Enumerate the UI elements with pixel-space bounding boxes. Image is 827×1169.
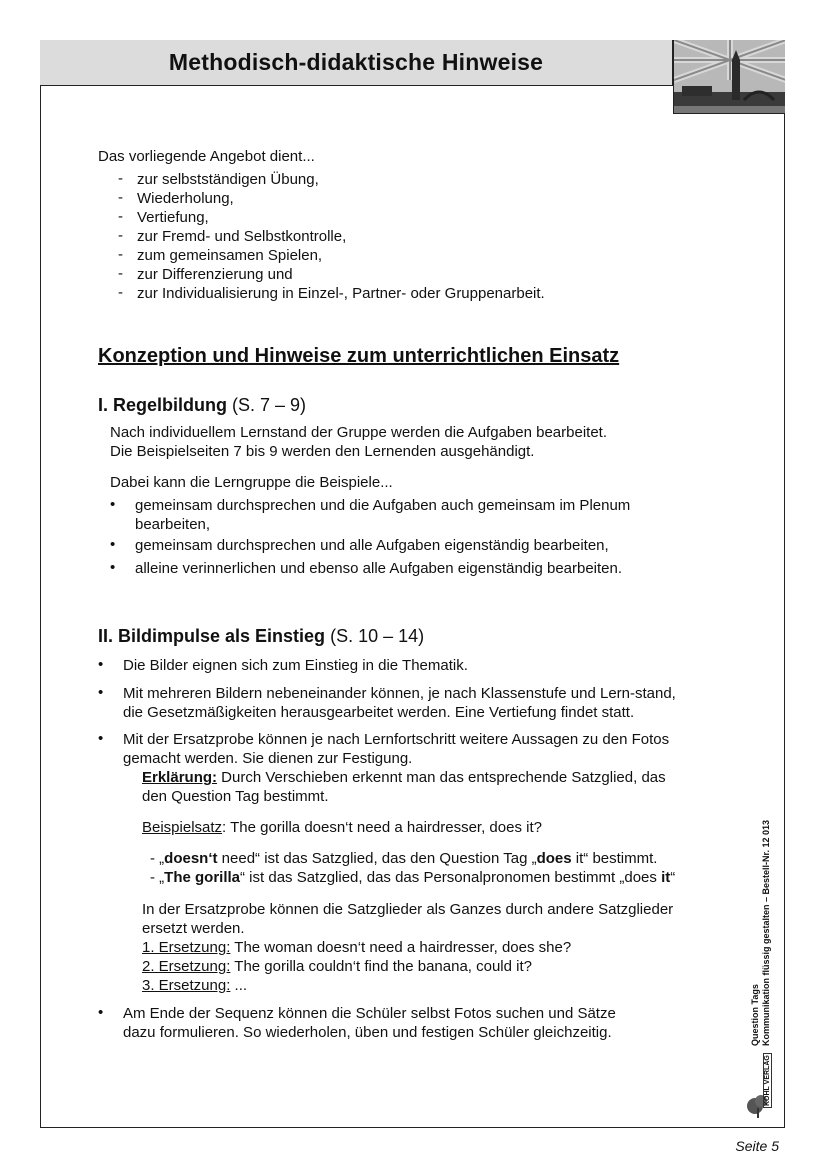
analysis-bold: does	[536, 850, 572, 867]
london-skyline-image	[674, 40, 785, 114]
example-text: : The gorilla doesn‘t need a hairdresser, does it?	[222, 819, 542, 836]
explanation-text: Durch Verschieben erkennt man das entsprechende Satzglied, das	[217, 769, 666, 786]
section1-heading	[98, 395, 306, 416]
analysis-text: “	[670, 869, 676, 886]
header-bar	[40, 40, 673, 86]
page-title: Methodisch-didaktische Hinweise	[168, 49, 544, 75]
bullet: •	[98, 730, 104, 747]
analysis-text: it“ bestimmt.	[571, 850, 658, 867]
list-dash: -	[118, 208, 123, 225]
explanation-label: Erklärung:	[142, 769, 218, 786]
sidebar-title: Question Tags	[750, 984, 760, 1046]
section1-text: Nach individuellem Lernstand der Gruppe werden die Aufgaben bearbeitet.	[110, 424, 607, 441]
section2-title: II. Bildimpulse als Einstieg	[98, 626, 326, 646]
substitution-label: 3. Ersetzung:	[142, 977, 231, 994]
logo-text: KOHL VERLAG	[764, 1055, 771, 1106]
substitution-intro: ersetzt werden.	[142, 920, 245, 937]
section1-text: Die Beispielseiten 7 bis 9 werden den Lernenden ausgehändigt.	[110, 443, 535, 460]
list-item: zum gemeinsamen Spielen,	[137, 247, 323, 264]
analysis-text: - „	[150, 850, 165, 867]
substitution-label: 1. Ersetzung:	[142, 939, 231, 956]
example-label: Beispielsatz	[142, 819, 223, 836]
list-item: zur selbstständigen Übung,	[137, 171, 319, 188]
tree-logo-icon	[745, 1068, 779, 1118]
substitution-text: The woman doesn‘t need a hairdresser, does she?	[230, 939, 572, 956]
list-item: zur Fremd- und Selbstkontrolle,	[137, 228, 347, 245]
explanation-text: den Question Tag bestimmt.	[142, 788, 329, 805]
bullet: •	[110, 536, 116, 553]
section2-bullet: Mit mehreren Bildern nebeneinander können, je nach Klassenstufe und Lern-stand,	[123, 685, 676, 702]
section1-pages: (S. 7 – 9)	[232, 395, 307, 415]
list-item: Vertiefung,	[137, 209, 209, 226]
section2-heading	[98, 626, 424, 647]
list-dash: -	[118, 227, 123, 244]
substitution-1	[142, 938, 571, 957]
section2-bullet: dazu formulieren. So wiederholen, üben und festigen Schüler gleichzeitig.	[123, 1024, 612, 1041]
sidebar-subtitle: Kommunikation flüssig gestalten – Bestell-Nr. 12 013	[761, 819, 771, 1046]
main-heading: Konzeption und Hinweise zum unterrichtlichen Einsatz	[98, 345, 620, 367]
publisher-logo	[745, 1055, 779, 1118]
substitution-text: The gorilla couldn‘t find the banana, could it?	[230, 958, 532, 975]
section2-bullet: Am Ende der Sequenz können die Schüler selbst Fotos suchen und Sätze	[123, 1005, 616, 1022]
section1-bullet: alleine verinnerlichen und ebenso alle Aufgaben eigenständig bearbeiten.	[135, 560, 623, 577]
section2-bullet: die Gesetzmäßigkeiten herausgearbeitet werden. Eine Vertiefung findet statt.	[123, 704, 635, 721]
page-number: Seite 5	[735, 1138, 779, 1154]
bullet: •	[98, 684, 104, 701]
analysis-bold: The gorilla	[164, 869, 241, 886]
section1-bullet: bearbeiten,	[135, 516, 211, 533]
intro-lead: Das vorliegende Angebot dient...	[98, 148, 315, 165]
list-dash: -	[118, 284, 123, 301]
analysis-text: “ ist das Satzglied, das das Personalpronomen bestimmt „does	[240, 869, 662, 886]
bullet: •	[110, 496, 116, 513]
section2-pages: (S. 10 – 14)	[330, 626, 425, 646]
substitution-3	[142, 976, 247, 995]
analysis-line	[150, 849, 657, 868]
explanation	[142, 768, 666, 787]
list-dash: -	[118, 189, 123, 206]
analysis-text: need“ ist das Satzglied, das den Question Tag „	[217, 850, 537, 867]
substitution-label: 2. Ersetzung:	[142, 958, 231, 975]
section1-text: Dabei kann die Lerngruppe die Beispiele...	[110, 474, 393, 491]
section1-bullet: gemeinsam durchsprechen und alle Aufgaben eigenständig bearbeiten,	[135, 537, 609, 554]
section1-title: I. Regelbildung	[98, 395, 227, 415]
analysis-bold: it	[661, 869, 671, 886]
section2-bullet: Mit der Ersatzprobe können je nach Lernfortschritt weitere Aussagen zu den Fotos	[123, 731, 670, 748]
substitution-text: ...	[230, 977, 248, 994]
analysis-line	[150, 868, 675, 887]
section2-bullet: Die Bilder eignen sich zum Einstieg in die Thematik.	[123, 657, 468, 674]
section2-bullet: gemacht werden. Sie dienen zur Festigung.	[123, 750, 413, 767]
list-dash: -	[118, 246, 123, 263]
list-item: Wiederholung,	[137, 190, 234, 207]
analysis-bold: doesn‘t	[164, 850, 218, 867]
bullet: •	[98, 656, 104, 673]
substitution-2	[142, 957, 532, 976]
bullet: •	[98, 1004, 104, 1021]
london-photo	[673, 40, 785, 114]
analysis-text: - „	[150, 869, 165, 886]
example-sentence	[142, 818, 542, 837]
list-dash: -	[118, 170, 123, 187]
list-item: zur Individualisierung in Einzel-, Partner- oder Gruppenarbeit.	[137, 285, 545, 302]
list-item: zur Differenzierung und	[137, 266, 293, 283]
sidebar-info	[750, 820, 772, 1046]
substitution-intro: In der Ersatzprobe können die Satzglieder als Ganzes durch andere Satzglieder	[142, 901, 674, 918]
bullet: •	[110, 559, 116, 576]
list-dash: -	[118, 265, 123, 282]
section1-bullet: gemeinsam durchsprechen und die Aufgaben auch gemeinsam im Plenum	[135, 497, 631, 514]
